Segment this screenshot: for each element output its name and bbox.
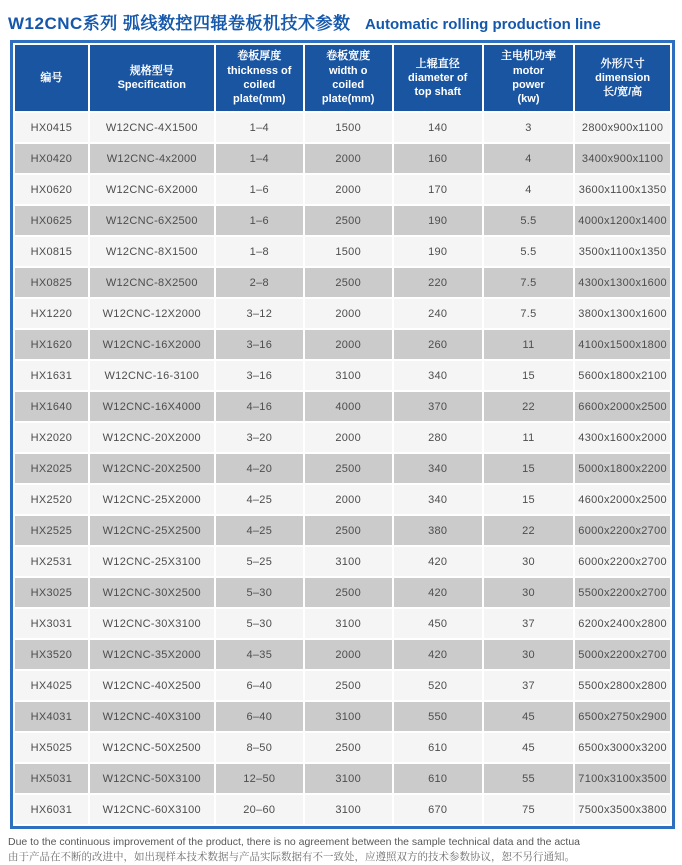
table-cell-dimension: 6000x2200x2700: [575, 547, 670, 576]
table-cell-top-diameter: 260: [394, 330, 482, 359]
table-row: [15, 330, 670, 359]
table-cell-dimension: 4300x1300x1600: [575, 268, 670, 297]
table-cell-width: 2500: [305, 454, 392, 483]
table-cell-thickness: 4–25: [216, 485, 303, 514]
table-row: [15, 547, 670, 576]
table-cell-thickness: 5–25: [216, 547, 303, 576]
table-row: [15, 361, 670, 390]
table-cell-thickness: 3–20: [216, 423, 303, 452]
table-row: [15, 671, 670, 700]
table-cell-top-diameter: 170: [394, 175, 482, 204]
table-cell-width: 2000: [305, 485, 392, 514]
table-cell-dimension: 5500x2800x2800: [575, 671, 670, 700]
table-cell-thickness: 12–50: [216, 764, 303, 793]
table-cell-thickness: 3–12: [216, 299, 303, 328]
table-cell-width: 1500: [305, 113, 392, 142]
table-cell-dimension: 3400x900x1100: [575, 144, 670, 173]
table-cell-number: HX3031: [15, 609, 88, 638]
disclaimer-english: Due to the continuous improvement of the product, there is no agreement between the sample technical data and the actua: [8, 836, 581, 848]
table-cell-top-diameter: 520: [394, 671, 482, 700]
table-cell-top-diameter: 420: [394, 547, 482, 576]
column-header-dimension: 外形尺寸 dimension 长/宽/高: [575, 45, 670, 111]
table-cell-motor-power: 7.5: [484, 299, 573, 328]
table-cell-thickness: 6–40: [216, 702, 303, 731]
table-cell-width: 2500: [305, 516, 392, 545]
table-cell-motor-power: 15: [484, 485, 573, 514]
column-header-thickness: 卷板厚度 thickness of coiled plate(mm): [216, 45, 303, 111]
table-cell-number: HX0825: [15, 268, 88, 297]
table-cell-specification: W12CNC-40X3100: [90, 702, 214, 731]
table-cell-number: HX1631: [15, 361, 88, 390]
table-cell-dimension: 5500x2200x2700: [575, 578, 670, 607]
table-cell-number: HX2525: [15, 516, 88, 545]
table-cell-number: HX4025: [15, 671, 88, 700]
table-cell-dimension: 6500x3000x3200: [575, 733, 670, 762]
disclaimer-note: [8, 835, 674, 865]
spec-table-head: [15, 45, 670, 111]
table-cell-thickness: 4–25: [216, 516, 303, 545]
table-row: [15, 237, 670, 266]
table-cell-thickness: 6–40: [216, 671, 303, 700]
table-cell-motor-power: 22: [484, 516, 573, 545]
table-cell-number: HX2520: [15, 485, 88, 514]
table-cell-motor-power: 5.5: [484, 237, 573, 266]
table-cell-top-diameter: 610: [394, 733, 482, 762]
table-cell-top-diameter: 240: [394, 299, 482, 328]
column-header-number: 编号: [15, 45, 88, 111]
table-cell-specification: W12CNC-6X2000: [90, 175, 214, 204]
table-cell-dimension: 4600x2000x2500: [575, 485, 670, 514]
table-cell-number: HX2020: [15, 423, 88, 452]
table-cell-width: 3100: [305, 764, 392, 793]
table-cell-number: HX1640: [15, 392, 88, 421]
table-cell-dimension: 6500x2750x2900: [575, 702, 670, 731]
table-row: [15, 268, 670, 297]
table-cell-thickness: 1–4: [216, 113, 303, 142]
table-cell-specification: W12CNC-25X2500: [90, 516, 214, 545]
table-cell-dimension: 7500x3500x3800: [575, 795, 670, 824]
table-cell-dimension: 4100x1500x1800: [575, 330, 670, 359]
table-cell-dimension: 7100x3100x3500: [575, 764, 670, 793]
table-cell-top-diameter: 370: [394, 392, 482, 421]
table-cell-dimension: 2800x900x1100: [575, 113, 670, 142]
table-row: [15, 764, 670, 793]
table-cell-motor-power: 30: [484, 578, 573, 607]
table-cell-motor-power: 11: [484, 423, 573, 452]
table-cell-number: HX0420: [15, 144, 88, 173]
column-header-width: 卷板宽度 width o coiled plate(mm): [305, 45, 392, 111]
table-cell-thickness: 2–8: [216, 268, 303, 297]
table-cell-specification: W12CNC-35X2000: [90, 640, 214, 669]
table-cell-thickness: 4–35: [216, 640, 303, 669]
table-cell-width: 2000: [305, 144, 392, 173]
table-cell-width: 3100: [305, 702, 392, 731]
table-cell-thickness: 1–6: [216, 175, 303, 204]
table-cell-number: HX6031: [15, 795, 88, 824]
table-cell-specification: W12CNC-50X3100: [90, 764, 214, 793]
table-cell-thickness: 1–4: [216, 144, 303, 173]
table-cell-dimension: 3500x1100x1350: [575, 237, 670, 266]
table-cell-top-diameter: 190: [394, 206, 482, 235]
table-cell-width: 2000: [305, 175, 392, 204]
table-row: [15, 423, 670, 452]
disclaimer-chinese: 由于产品在不断的改进中，如出现样本技术数据与产品实际数据有不一致处，应遵照双方的技术参数协议，恕不另行通知。: [8, 851, 575, 864]
table-cell-top-diameter: 340: [394, 454, 482, 483]
page-title-english: Automatic rolling production line: [364, 16, 601, 33]
table-cell-motor-power: 75: [484, 795, 573, 824]
table-cell-top-diameter: 340: [394, 485, 482, 514]
table-cell-specification: W12CNC-30X2500: [90, 578, 214, 607]
table-row: [15, 702, 670, 731]
table-cell-width: 2000: [305, 423, 392, 452]
table-cell-dimension: 5000x1800x2200: [575, 454, 670, 483]
table-row: [15, 454, 670, 483]
table-cell-width: 2000: [305, 299, 392, 328]
spec-table-body: [15, 113, 670, 824]
table-cell-number: HX3520: [15, 640, 88, 669]
table-cell-top-diameter: 280: [394, 423, 482, 452]
table-cell-specification: W12CNC-16-3100: [90, 361, 214, 390]
table-cell-number: HX2531: [15, 547, 88, 576]
table-cell-dimension: 5000x2200x2700: [575, 640, 670, 669]
table-row: [15, 609, 670, 638]
table-cell-specification: W12CNC-60X3100: [90, 795, 214, 824]
table-cell-motor-power: 55: [484, 764, 573, 793]
table-cell-number: HX1620: [15, 330, 88, 359]
table-cell-thickness: 8–50: [216, 733, 303, 762]
table-cell-width: 2000: [305, 330, 392, 359]
table-cell-number: HX0415: [15, 113, 88, 142]
table-cell-thickness: 20–60: [216, 795, 303, 824]
table-cell-width: 2500: [305, 206, 392, 235]
spec-table-container: [10, 40, 675, 829]
table-cell-top-diameter: 220: [394, 268, 482, 297]
table-cell-width: 2500: [305, 733, 392, 762]
table-cell-dimension: 6600x2000x2500: [575, 392, 670, 421]
table-cell-thickness: 5–30: [216, 578, 303, 607]
table-cell-motor-power: 37: [484, 671, 573, 700]
table-cell-width: 1500: [305, 237, 392, 266]
table-cell-width: 3100: [305, 609, 392, 638]
table-cell-dimension: 4300x1600x2000: [575, 423, 670, 452]
table-cell-width: 3100: [305, 795, 392, 824]
table-cell-specification: W12CNC-30X3100: [90, 609, 214, 638]
table-cell-top-diameter: 380: [394, 516, 482, 545]
table-cell-top-diameter: 140: [394, 113, 482, 142]
table-cell-thickness: 5–30: [216, 609, 303, 638]
table-row: [15, 392, 670, 421]
table-cell-specification: W12CNC-50X2500: [90, 733, 214, 762]
table-cell-specification: W12CNC-8X1500: [90, 237, 214, 266]
table-row: [15, 795, 670, 824]
table-cell-specification: W12CNC-12X2000: [90, 299, 214, 328]
table-row: [15, 206, 670, 235]
table-cell-thickness: 1–6: [216, 206, 303, 235]
table-cell-number: HX4031: [15, 702, 88, 731]
table-cell-specification: W12CNC-16X2000: [90, 330, 214, 359]
table-cell-motor-power: 15: [484, 361, 573, 390]
table-cell-specification: W12CNC-40X2500: [90, 671, 214, 700]
spec-table-header-row: [15, 45, 670, 111]
table-row: [15, 578, 670, 607]
table-cell-number: HX2025: [15, 454, 88, 483]
table-cell-width: 2500: [305, 578, 392, 607]
table-cell-top-diameter: 450: [394, 609, 482, 638]
table-cell-specification: W12CNC-4X1500: [90, 113, 214, 142]
table-cell-number: HX5025: [15, 733, 88, 762]
table-cell-top-diameter: 190: [394, 237, 482, 266]
table-cell-number: HX0620: [15, 175, 88, 204]
table-cell-motor-power: 3: [484, 113, 573, 142]
table-row: [15, 175, 670, 204]
table-cell-thickness: 3–16: [216, 361, 303, 390]
table-cell-top-diameter: 160: [394, 144, 482, 173]
table-cell-dimension: 5600x1800x2100: [575, 361, 670, 390]
table-cell-top-diameter: 610: [394, 764, 482, 793]
column-header-specification: 规格型号 Specification: [90, 45, 214, 111]
table-cell-top-diameter: 550: [394, 702, 482, 731]
table-cell-dimension: 6200x2400x2800: [575, 609, 670, 638]
table-cell-motor-power: 45: [484, 733, 573, 762]
table-row: [15, 485, 670, 514]
table-row: [15, 640, 670, 669]
table-cell-motor-power: 30: [484, 547, 573, 576]
table-cell-thickness: 4–16: [216, 392, 303, 421]
table-cell-specification: W12CNC-6X2500: [90, 206, 214, 235]
table-cell-specification: W12CNC-25X3100: [90, 547, 214, 576]
table-cell-motor-power: 5.5: [484, 206, 573, 235]
table-cell-motor-power: 22: [484, 392, 573, 421]
table-cell-number: HX3025: [15, 578, 88, 607]
table-cell-number: HX0625: [15, 206, 88, 235]
table-cell-number: HX1220: [15, 299, 88, 328]
table-cell-thickness: 4–20: [216, 454, 303, 483]
table-cell-width: 2000: [305, 640, 392, 669]
table-cell-motor-power: 15: [484, 454, 573, 483]
table-cell-width: 4000: [305, 392, 392, 421]
table-cell-number: HX5031: [15, 764, 88, 793]
table-cell-dimension: 6000x2200x2700: [575, 516, 670, 545]
table-cell-top-diameter: 420: [394, 640, 482, 669]
table-cell-specification: W12CNC-4x2000: [90, 144, 214, 173]
table-cell-specification: W12CNC-20X2000: [90, 423, 214, 452]
table-row: [15, 516, 670, 545]
table-cell-width: 3100: [305, 361, 392, 390]
table-cell-motor-power: 30: [484, 640, 573, 669]
column-header-motor-power: 主电机功率 motor power (kw): [484, 45, 573, 111]
table-cell-thickness: 1–8: [216, 237, 303, 266]
table-cell-specification: W12CNC-20X2500: [90, 454, 214, 483]
table-cell-top-diameter: 670: [394, 795, 482, 824]
table-row: [15, 113, 670, 142]
table-cell-specification: W12CNC-25X2000: [90, 485, 214, 514]
spec-table: [13, 43, 672, 826]
table-cell-specification: W12CNC-16X4000: [90, 392, 214, 421]
table-row: [15, 733, 670, 762]
table-cell-motor-power: 4: [484, 175, 573, 204]
table-cell-width: 2500: [305, 268, 392, 297]
table-cell-motor-power: 37: [484, 609, 573, 638]
table-cell-top-diameter: 340: [394, 361, 482, 390]
table-row: [15, 299, 670, 328]
table-cell-dimension: 3600x1100x1350: [575, 175, 670, 204]
column-header-top-diameter: 上辊直径 diameter of top shaft: [394, 45, 482, 111]
table-row: [15, 144, 670, 173]
page-title: [0, 0, 682, 40]
table-cell-width: 2500: [305, 671, 392, 700]
table-cell-dimension: 4000x1200x1400: [575, 206, 670, 235]
table-cell-motor-power: 7.5: [484, 268, 573, 297]
table-cell-dimension: 3800x1300x1600: [575, 299, 670, 328]
table-cell-width: 3100: [305, 547, 392, 576]
table-cell-motor-power: 4: [484, 144, 573, 173]
table-cell-motor-power: 11: [484, 330, 573, 359]
table-cell-specification: W12CNC-8X2500: [90, 268, 214, 297]
table-cell-thickness: 3–16: [216, 330, 303, 359]
table-cell-top-diameter: 420: [394, 578, 482, 607]
page-title-chinese: W12CNC系列 弧线数控四辊卷板机技术参数: [8, 14, 351, 33]
table-cell-number: HX0815: [15, 237, 88, 266]
table-cell-motor-power: 45: [484, 702, 573, 731]
